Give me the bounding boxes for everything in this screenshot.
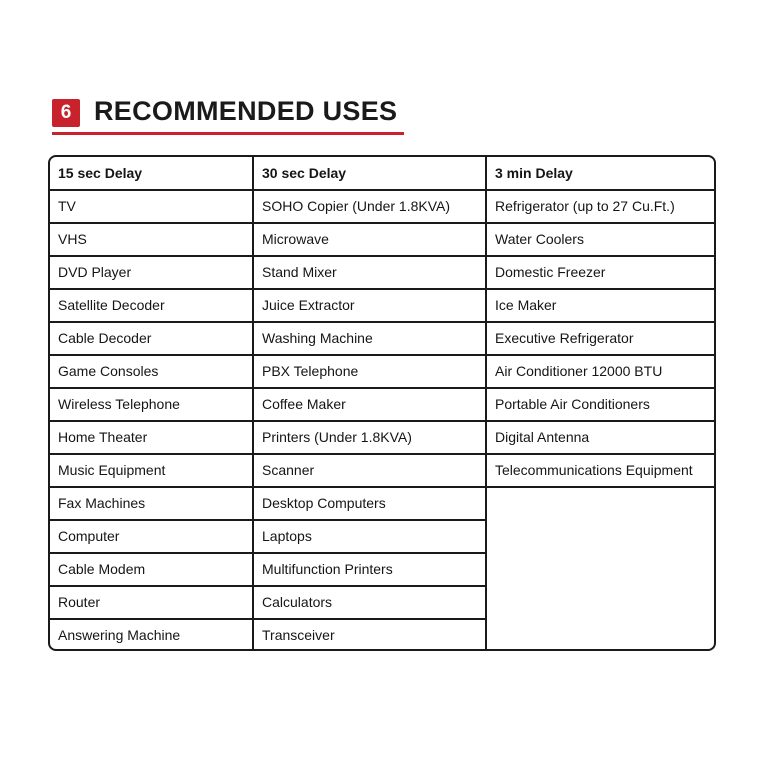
column-header: 15 sec Delay (58, 165, 143, 181)
column-3-min-delay (485, 157, 714, 649)
column-15-sec-delay (50, 157, 252, 649)
table-cell: Fax Machines (58, 495, 146, 511)
section-title: RECOMMENDED USES (94, 96, 398, 126)
table-cell: Wireless Telephone (58, 396, 180, 412)
table-cell: Desktop Computers (262, 495, 386, 511)
table-cell: Washing Machine (262, 330, 373, 346)
table-cell: DVD Player (58, 264, 132, 280)
column-30-sec-delay (252, 157, 487, 649)
recommended-uses-table (48, 155, 716, 651)
table-cell: Digital Antenna (495, 429, 590, 445)
table-cell: Music Equipment (58, 462, 166, 478)
table-cell: PBX Telephone (262, 363, 359, 379)
table-cell: Microwave (262, 231, 329, 247)
section-number-badge: 6 (52, 99, 80, 127)
table-cell: Router (58, 594, 101, 610)
table-cell: Coffee Maker (262, 396, 346, 412)
table-cell: Home Theater (58, 429, 148, 445)
column-header: 3 min Delay (495, 165, 573, 181)
table-cell: Refrigerator (up to 27 Cu.Ft.) (495, 198, 675, 214)
column-header: 30 sec Delay (262, 165, 347, 181)
section-header (52, 92, 404, 136)
table-cell: Portable Air Conditioners (495, 396, 650, 412)
table-cell: Juice Extractor (262, 297, 355, 313)
table-cell: Domestic Freezer (495, 264, 606, 280)
table-cell: Water Coolers (495, 231, 584, 247)
table-cell: Executive Refrigerator (495, 330, 634, 346)
table-cell: Telecommunications Equipment (495, 462, 693, 478)
table-cell: Printers (Under 1.8KVA) (262, 429, 412, 445)
table-cell: VHS (58, 231, 87, 247)
table-cell: Transceiver (262, 627, 335, 643)
table-cell: Computer (58, 528, 120, 544)
table-cell: Cable Modem (58, 561, 146, 577)
table-cell: Calculators (262, 594, 333, 610)
table-cell: Scanner (262, 462, 315, 478)
table-cell: Ice Maker (495, 297, 557, 313)
table-cell: Multifunction Printers (262, 561, 393, 577)
title-underline (52, 132, 404, 135)
table-cell: Game Consoles (58, 363, 159, 379)
table-cell: Stand Mixer (262, 264, 337, 280)
row-divider (487, 486, 714, 488)
table-cell: SOHO Copier (Under 1.8KVA) (262, 198, 451, 214)
table-cell: Satellite Decoder (58, 297, 165, 313)
table-cell: Air Conditioner 12000 BTU (495, 363, 663, 379)
table-cell: Cable Decoder (58, 330, 152, 346)
table-cell: Laptops (262, 528, 312, 544)
table-cell: TV (58, 198, 76, 214)
table-cell: Answering Machine (58, 627, 181, 643)
